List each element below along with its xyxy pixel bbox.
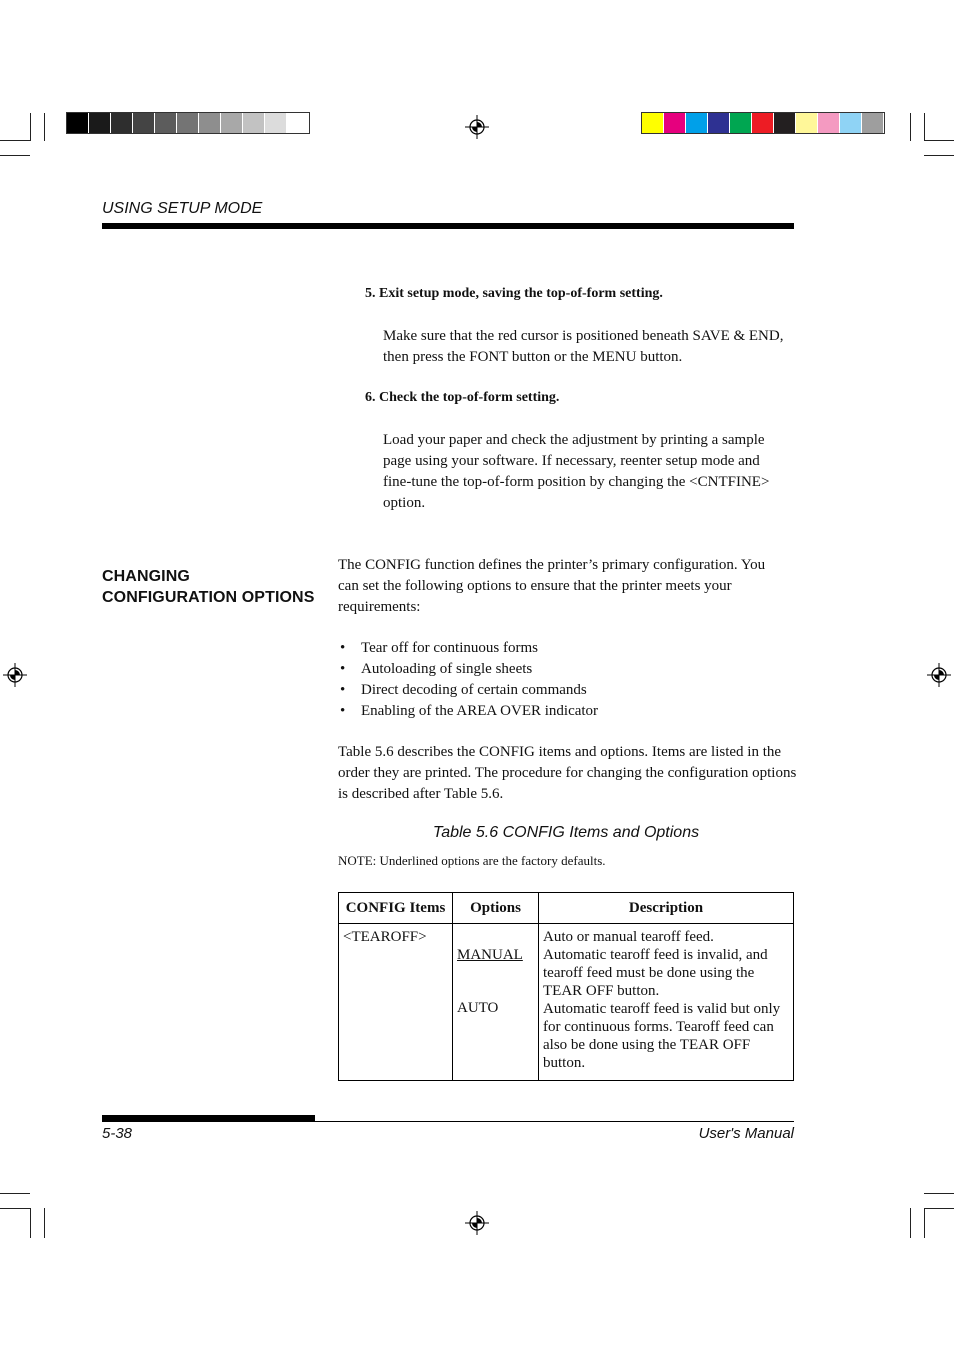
registration-mark-icon <box>465 115 489 139</box>
color-swatch <box>287 113 309 133</box>
color-swatch <box>686 113 708 133</box>
color-swatch <box>133 113 155 133</box>
color-swatch <box>818 113 840 133</box>
table-note: NOTE: Underlined options are the factory defaults. <box>338 853 606 868</box>
registration-mark-icon <box>465 1211 489 1235</box>
color-swatch <box>243 113 265 133</box>
manual-title: User's Manual <box>698 1125 794 1142</box>
description-option-1: Automatic tearoff feed is invalid, and tearoff feed must be done using the TEAR OFF button. <box>543 947 768 999</box>
color-swatch <box>708 113 730 133</box>
color-swatch <box>89 113 111 133</box>
color-swatch <box>664 113 686 133</box>
grayscale-color-bar <box>66 112 310 134</box>
step-5-heading: 5. Exit setup mode, saving the top-of-form setting. <box>365 286 663 301</box>
section-heading-line2: CONFIGURATION OPTIONS <box>102 589 315 606</box>
color-swatch <box>730 113 752 133</box>
section-heading-line1: CHANGING <box>102 568 190 585</box>
step-6-heading: 6. Check the top-of-form setting. <box>365 390 560 405</box>
column-header: Options <box>453 893 539 924</box>
color-swatch <box>155 113 177 133</box>
table-intro: Table 5.6 describes the CONFIG items and options. Items are listed in the order they are printed. The procedure for changing the configuration options is described after Table 5.6. <box>338 744 797 802</box>
color-swatch <box>199 113 221 133</box>
color-swatch <box>265 113 287 133</box>
step-5-body: Make sure that the red cursor is positioned beneath SAVE & END, then press the FONT button or the MENU button. <box>383 328 784 365</box>
description-cell <box>539 924 794 1081</box>
color-swatch <box>67 113 89 133</box>
running-head: USING SETUP MODE <box>102 200 263 217</box>
color-swatch <box>752 113 774 133</box>
header-rule <box>102 223 794 229</box>
color-swatch <box>840 113 862 133</box>
config-item-cell: <TEAROFF> <box>339 924 453 1081</box>
column-header: CONFIG Items <box>339 893 453 924</box>
list-item: • Enabling of the AREA OVER indicator <box>338 701 598 722</box>
page-number: 5-38 <box>102 1125 133 1142</box>
process-color-bar <box>641 112 885 134</box>
color-swatch <box>796 113 818 133</box>
list-item: • Tear off for continuous forms <box>338 638 598 659</box>
description-option-2: Automatic tearoff feed is valid but only for continuous forms. Tearoff feed can also be done using the TEAR OFF button. <box>543 1001 781 1071</box>
color-swatch <box>177 113 199 133</box>
list-item: • Autoloading of single sheets <box>338 659 598 680</box>
table-row <box>339 924 794 1081</box>
table-caption: Table 5.6 CONFIG Items and Options <box>432 824 700 841</box>
description-intro: Auto or manual tearoff feed. <box>543 929 714 945</box>
footer-rule <box>102 1121 794 1122</box>
option: AUTO <box>457 1000 499 1016</box>
section-intro: The CONFIG function defines the printer’s primary configuration. You can set the following options to ensure that the printer meets your requirements: <box>338 557 766 615</box>
step-6-body: Load your paper and check the adjustment by printing a sample page using your software. If necessary, reenter setup mode and fine-tune the top-of-form position by changing the <CNTFINE> option. <box>383 432 770 511</box>
table-header-row <box>339 893 794 924</box>
color-swatch <box>862 113 884 133</box>
config-table <box>338 892 794 1081</box>
options-cell <box>453 924 539 1081</box>
feature-list <box>338 638 598 722</box>
color-swatch <box>111 113 133 133</box>
list-item: • Direct decoding of certain commands <box>338 680 598 701</box>
registration-mark-icon <box>927 663 951 687</box>
option-default: MANUAL <box>457 947 523 963</box>
color-swatch <box>221 113 243 133</box>
section-heading <box>102 566 314 608</box>
column-header: Description <box>539 893 794 924</box>
color-swatch <box>774 113 796 133</box>
color-swatch <box>642 113 664 133</box>
registration-mark-icon <box>3 663 27 687</box>
